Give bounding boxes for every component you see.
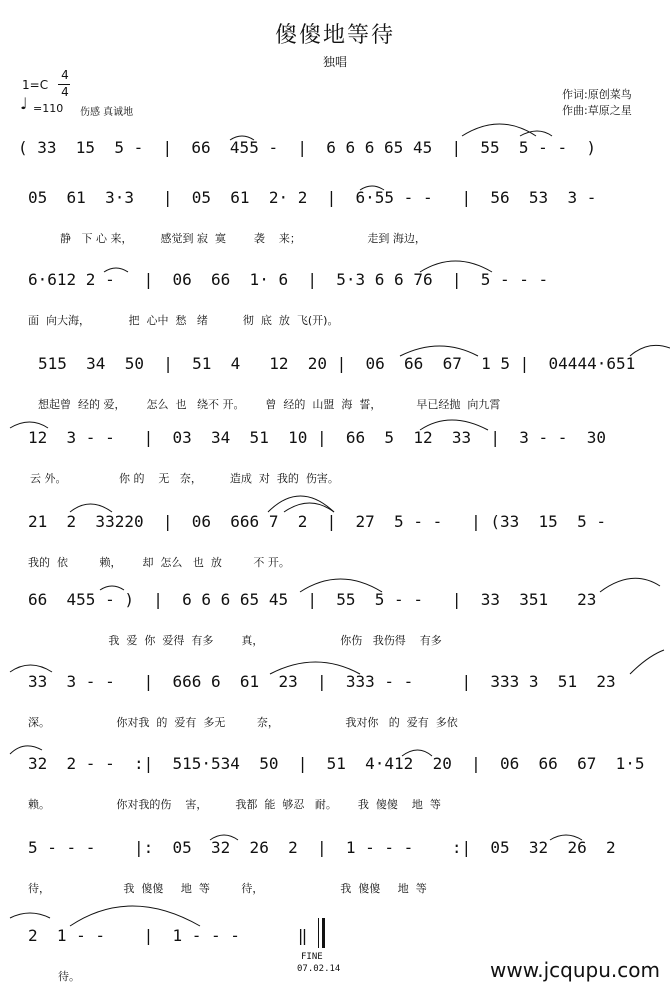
score-line-10 xyxy=(0,838,670,918)
time-signature-top: 4 xyxy=(61,68,69,82)
lyric-line: 待。 xyxy=(58,970,80,983)
notation: 2 1 - - | 1 - - - ‖ xyxy=(28,926,308,945)
time-signature-bottom: 4 xyxy=(61,85,69,99)
notation: 12 3 - - | 03 34 51 10 | 66 5 12 33 | 3 - - 30 xyxy=(28,428,606,447)
page-title: 傻傻地等待 xyxy=(274,23,395,48)
lyric-line: 面 向大海， 把 心中 愁 绪 彻 底 放 飞(开)。 xyxy=(28,314,339,327)
lyric-line: 我 爱 你 爱得 有多 真， 你伤 我伤得 有多 xyxy=(28,634,442,647)
notation: 21 2 33220 | 06 666 7 2 | 27 5 - - | (33 15 5 - xyxy=(28,512,606,531)
lyric-line: 云 外。 你 的 无 奈， 造成 对 我的 伤害。 xyxy=(30,472,339,485)
notation: 32 2 - - :| 515·534 50 | 51 4·412 20 | 06 66 67 1·5 xyxy=(28,754,645,773)
lyric-line: 深。 你对我 的 爱有 多无 奈， 我对你 的 爱有 多依 xyxy=(28,716,458,729)
lyric-line: 我的 依 赖， 却 怎么 也 放 不 开。 xyxy=(28,556,290,569)
lyric-line: 静 下 心 来， 感觉到 寂 寞 袭 来； 走到 海边， xyxy=(60,232,426,245)
lyricist-credit: 作词:原创菜鸟 xyxy=(562,88,632,101)
notation: 05 61 3·3 | 05 61 2· 2 | 6·55 - - | 56 53 3 - xyxy=(28,188,597,207)
score-line-9 xyxy=(0,754,670,834)
notation: 33 3 - - | 666 6 61 23 | 333 - - | 333 3 51 23 xyxy=(28,672,616,691)
notation: 66 455 - ) | 6 6 6 65 45 | 55 5 - - | 33 351 23 xyxy=(28,590,597,609)
score-line-4 xyxy=(0,354,670,434)
expression-marking: 伤感 真诚地 xyxy=(80,107,134,118)
key-signature: 1=C xyxy=(22,78,49,92)
lyric-line: 待， 我 傻傻 地 等 待， 我 傻傻 地 等 xyxy=(28,882,427,895)
fine-marking: FINE xyxy=(301,952,323,962)
score-line-5 xyxy=(0,428,670,508)
notation: 5 - - - |: 05 32 26 2 | 1 - - - :| 05 32 26 2 xyxy=(28,838,616,857)
notation: 6·612 2 - | 06 66 1· 6 | 5·3 6 6 76 | 5 - - - xyxy=(28,270,549,289)
notation: ( 33 15 5 - | 66 455 - | 6 6 6 65 45 | 55 5 - - ) xyxy=(18,138,596,157)
score-line-2 xyxy=(0,188,670,268)
watermark: www.jcqupu.com xyxy=(490,958,660,982)
score-line-8 xyxy=(0,672,670,752)
quarter-note-icon: ♩ xyxy=(20,94,28,113)
final-barline xyxy=(318,918,325,948)
score-line-6 xyxy=(0,512,670,592)
lyric-line: 想起曾 经的 爱， 怎么 也 绕不 开。 曾 经的 山盟 海 誓， 早已经抛 向九霄 xyxy=(38,398,501,411)
composer-credit: 作曲:草原之星 xyxy=(562,104,632,117)
score-line-3 xyxy=(0,270,670,350)
subtitle: 独唱 xyxy=(322,55,347,69)
date-marking: 07.02.14 xyxy=(297,964,341,974)
tempo-marking: =110 xyxy=(33,102,64,115)
notation: 515 34 50 | 51 4 12 20 | 06 66 67 1 5 | 04444·651 xyxy=(38,354,636,373)
lyric-line: 赖。 你对我的伤 害， 我都 能 够忍 耐。 我 傻傻 地 等 xyxy=(28,798,441,811)
score-line-7 xyxy=(0,590,670,670)
